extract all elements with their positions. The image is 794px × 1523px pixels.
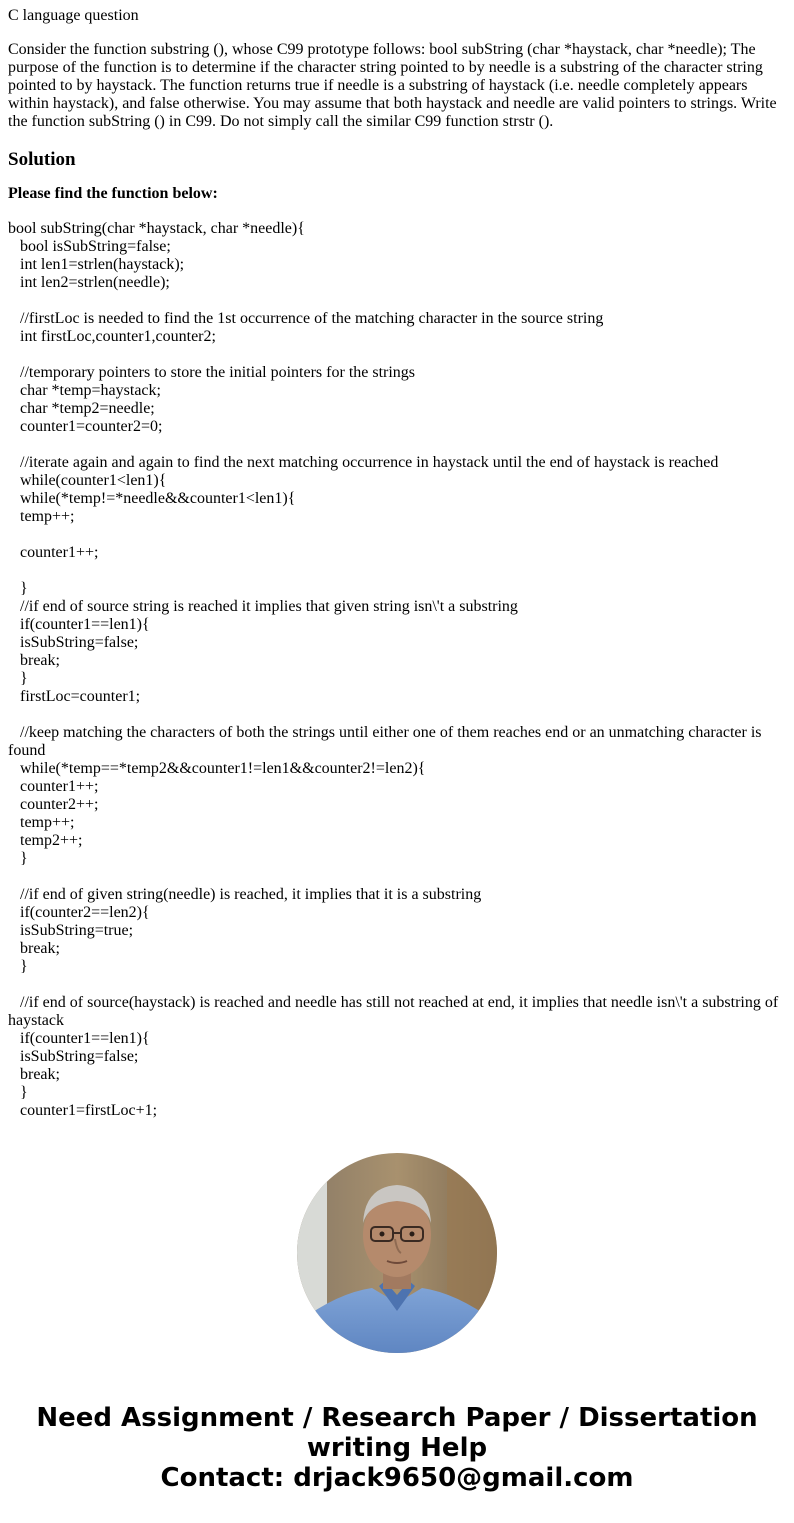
code-line [8, 346, 786, 364]
code-line: temp++; [8, 814, 75, 831]
code-line: counter1++; [8, 778, 99, 795]
code-line [8, 868, 786, 886]
code-line: if(counter1==len1){ [8, 616, 150, 633]
code-line: while(*temp==*temp2&&counter1!=len1&&counter2!=len2){ [8, 760, 426, 777]
code-line: firstLoc=counter1; [8, 688, 141, 705]
code-line: isSubString=false; [8, 634, 139, 651]
code-line: //if end of source(haystack) is reached and needle has still not reached at end, it implies that needle isn\'t a substring of haystack [8, 994, 783, 1029]
code-line: //firstLoc is needed to find the 1st occurrence of the matching character in the source string [8, 310, 604, 327]
code-line: counter1=counter2=0; [8, 418, 163, 435]
code-line: int len2=strlen(needle); [8, 274, 170, 291]
code-line: bool isSubString=false; [8, 238, 171, 255]
question-text: Consider the function substring (), whose C99 prototype follows: bool subString (char *haystack, char *needle); The purpose of the function is to determine if the character string pointed to by needle is a substring of the character string pointed to by haystack. The function returns true if needle is a substring of haystack (i.e. needle completely appears within haystack), and false otherwise. You may assume that both haystack and needle are valid pointers to strings. Write the function subString () in C99. Do not simply call the similar C99 function strstr (). [8, 41, 777, 130]
banner-line-1: Need Assignment / Research Paper / Dissertation [36, 1403, 758, 1433]
code-line: int firstLoc,counter1,counter2; [8, 328, 216, 345]
document-content [8, 7, 786, 1120]
code-line: int len1=strlen(haystack); [8, 256, 185, 273]
code-line: if(counter1==len1){ [8, 1030, 150, 1047]
solution-heading: Solution [8, 149, 76, 170]
code-line: while(counter1<len1){ [8, 472, 167, 489]
solution-intro: Please find the function below: [8, 185, 218, 202]
code-line [8, 976, 786, 994]
code-line [8, 292, 786, 310]
contact-banner [0, 1403, 794, 1493]
code-line: //if end of source string is reached it implies that given string isn\'t a substring [8, 598, 518, 615]
code-line: } [8, 580, 28, 597]
code-line: //keep matching the characters of both the strings until either one of them reaches end or an unmatching character is found [8, 724, 766, 759]
code-line: char *temp2=needle; [8, 400, 155, 417]
code-line: } [8, 1084, 28, 1101]
code-line: //temporary pointers to store the initial pointers for the strings [8, 364, 416, 381]
author-avatar [297, 1153, 497, 1353]
code-line [8, 436, 786, 454]
code-line [8, 526, 786, 544]
code-line [8, 562, 786, 580]
code-line: //iterate again and again to find the next matching occurrence in haystack until the end of haystack is reached [8, 454, 719, 471]
code-line: temp2++; [8, 832, 83, 849]
code-line: isSubString=false; [8, 1048, 139, 1065]
code-line: char *temp=haystack; [8, 382, 161, 399]
code-line: break; [8, 1066, 60, 1083]
code-line: break; [8, 652, 60, 669]
banner-line-2: writing Help [306, 1433, 488, 1463]
code-line: break; [8, 940, 60, 957]
question-title: C language question [8, 7, 139, 24]
code-line: } [8, 670, 28, 687]
code-line [8, 706, 786, 724]
code-block [8, 220, 786, 1120]
banner-contact: Contact: drjack9650@gmail.com [160, 1463, 634, 1493]
code-line: bool subString(char *haystack, char *needle){ [8, 220, 305, 237]
code-line: temp++; [8, 508, 75, 525]
code-line: counter1=firstLoc+1; [8, 1102, 158, 1119]
code-line: while(*temp!=*needle&&counter1<len1){ [8, 490, 296, 507]
code-line: } [8, 958, 28, 975]
code-line: counter2++; [8, 796, 99, 813]
code-line: counter1++; [8, 544, 99, 561]
code-line: if(counter2==len2){ [8, 904, 150, 921]
code-line: //if end of given string(needle) is reached, it implies that it is a substring [8, 886, 482, 903]
code-line: } [8, 850, 28, 867]
code-line: isSubString=true; [8, 922, 134, 939]
